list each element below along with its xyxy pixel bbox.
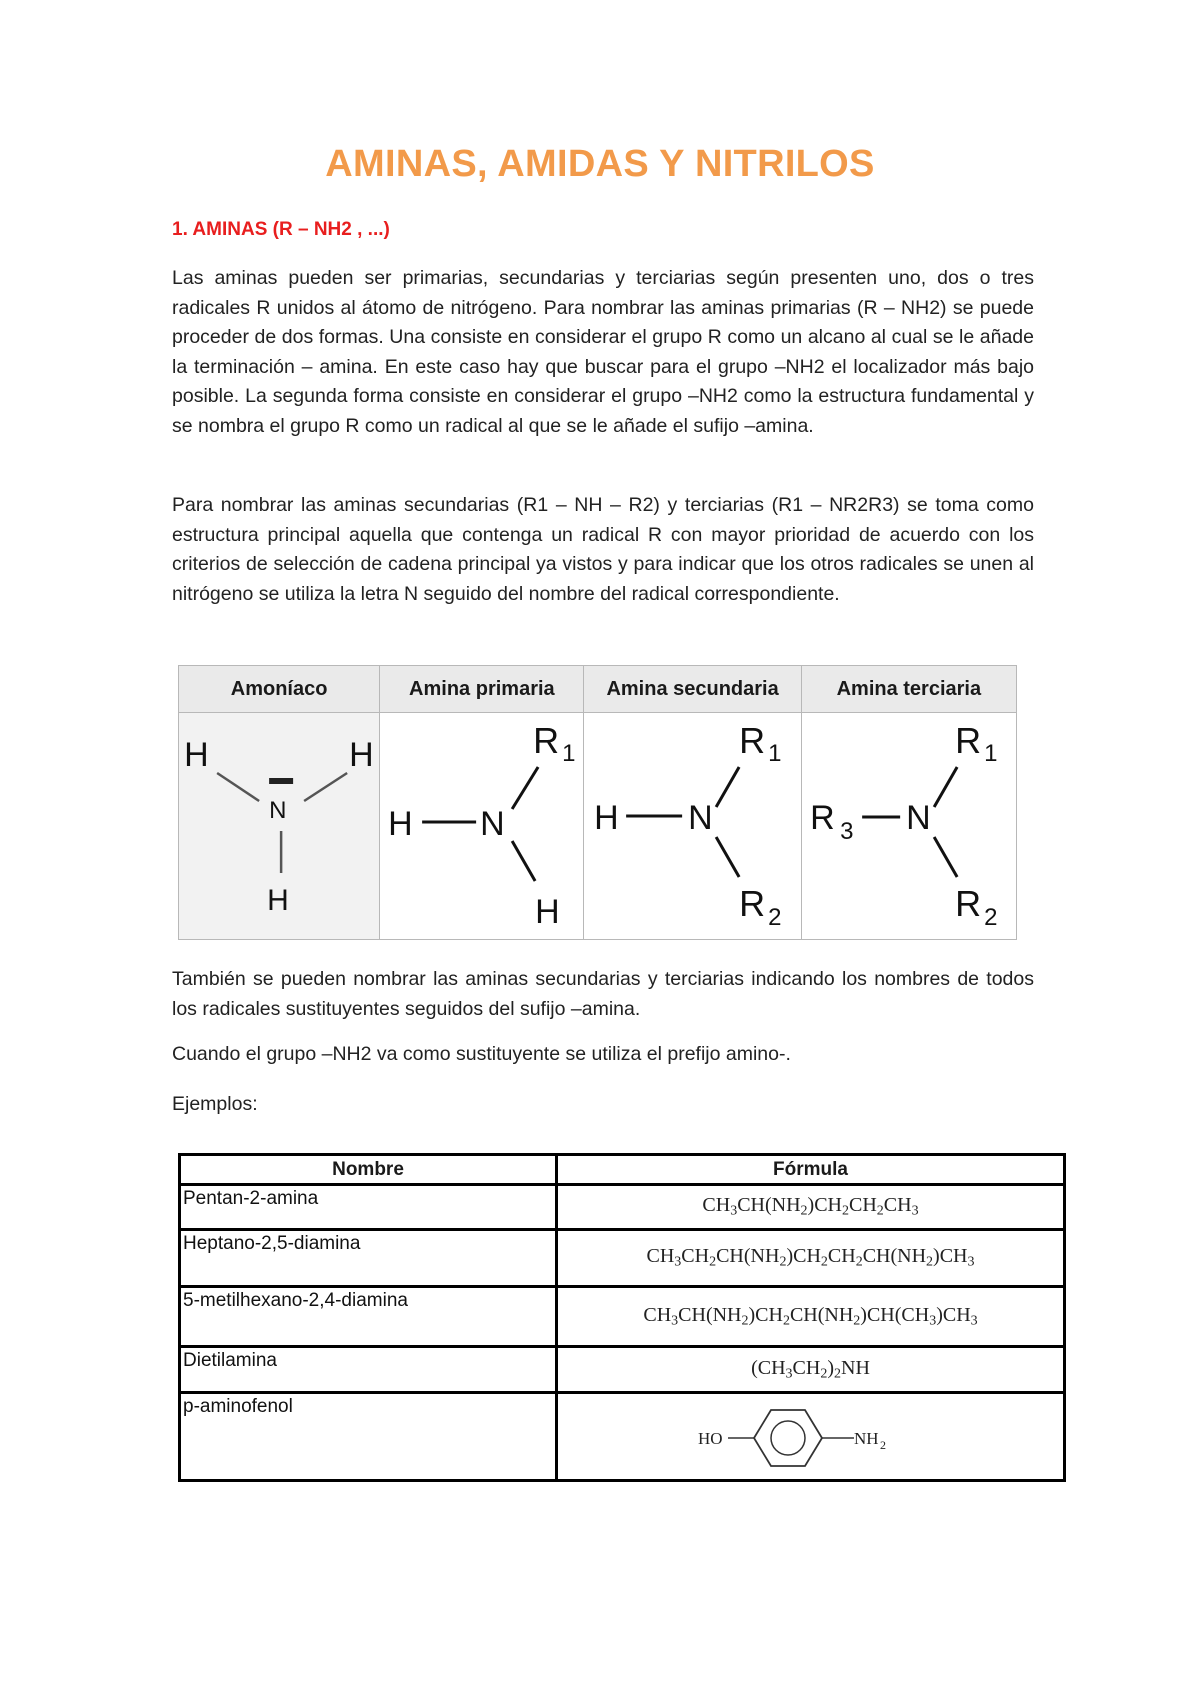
tertiary-bond-r1 [934, 767, 957, 807]
primary-r1-subscript: 1 [562, 740, 576, 767]
ammonia-h-left: H [184, 736, 209, 774]
section-heading-aminas: 1. AMINAS (R – NH2 , ...) [172, 219, 390, 240]
tertiary-r3-subscript: 3 [839, 818, 854, 845]
table-row [180, 1393, 1065, 1481]
primary-h-bottom: H [535, 893, 560, 931]
example-formula-p-aminofenol [557, 1393, 1065, 1481]
p-aminofenol-nh-subscript: 2 [879, 1437, 886, 1452]
example-formula-heptano-diamina: $CH_3CH_2CH(NH_2)CH_2CH_2CH(NH_2)CH_3$ [557, 1230, 1065, 1287]
tertiary-r1-subscript: 1 [983, 740, 998, 767]
header-amina-secundaria: Amina secundaria [584, 666, 801, 713]
tertiary-bond-r2 [934, 837, 957, 877]
p-aminofenol-nh: NH [853, 1428, 879, 1448]
example-name: p-aminofenol [180, 1393, 557, 1481]
tertiary-r3: R [809, 799, 835, 837]
example-name: Pentan-2-amina [180, 1185, 557, 1230]
tertiary-amine-structure [802, 713, 1016, 939]
example-name: Heptano-2,5-diamina [180, 1230, 557, 1287]
primary-n: N [480, 805, 505, 843]
secondary-r1: R [739, 720, 766, 761]
examples-header-row [180, 1155, 1065, 1185]
example-formula-pentan-2-amina: $CH_3CH(NH_2)CH_2CH_2CH_3$ [557, 1185, 1065, 1230]
example-formula-dietilamina: $(CH_3CH_2)_2NH$ [557, 1347, 1065, 1393]
ammonia-n: N [269, 797, 287, 824]
table-row [180, 1230, 1065, 1287]
example-formula-metilhexano-diamina: $CH_3CH(NH_2)CH_2CH(NH_2)CH(CH_3)CH_3$ [557, 1287, 1065, 1347]
header-amoniaco: Amoníaco [179, 666, 380, 713]
secondary-bond-r2 [717, 837, 740, 877]
table-row [180, 1347, 1065, 1393]
cell-amoniaco [179, 713, 380, 940]
header-formula: Fórmula [557, 1155, 1065, 1185]
cell-amina-terciaria [801, 713, 1016, 940]
ammonia-structure [179, 713, 379, 939]
cell-amina-primaria [380, 713, 584, 940]
amine-structures-table [178, 665, 1017, 940]
p-aminofenol-ho: HO [697, 1428, 723, 1448]
examples-table [178, 1153, 1066, 1482]
primary-bond-h-bottom [512, 841, 535, 881]
ammonia-h-right: H [349, 736, 374, 774]
example-name: Dietilamina [180, 1347, 557, 1393]
secondary-bond-r1 [717, 767, 740, 807]
table-row [180, 1185, 1065, 1230]
cell-amina-secundaria [584, 713, 801, 940]
tertiary-r2: R [954, 883, 981, 924]
secondary-h-left: H [594, 799, 620, 837]
secondary-r2-subscript: 2 [768, 904, 782, 931]
benzene-aromatic-circle [771, 1421, 805, 1455]
header-nombre: Nombre [180, 1155, 557, 1185]
p-aminofenol-structure [696, 1402, 926, 1472]
secondary-amine-structure [584, 713, 800, 939]
secondary-n: N [688, 799, 714, 837]
primary-bond-r1 [512, 767, 538, 809]
tertiary-r1: R [954, 720, 981, 761]
paragraph-aminas-intro: Las aminas pueden ser primarias, secundarias y terciarias según presenten uno, dos o tres radicales R unidos al átomo de nitrógeno. Para nombrar las aminas primarias (R – NH2) se puede proceder de dos formas. Una consiste en considerar el grupo R como un alcano al cual se le añade la terminación – amina. En este caso hay que buscar para el grupo –NH2 el localizador más bajo posible. La segunda forma consiste en considerar el grupo –NH2 como la estructura fundamental y se nombra el grupo R como un radical al que se le añade el sufijo –amina. [172, 267, 1034, 437]
ammonia-bond-left [217, 773, 259, 801]
table-row [180, 1287, 1065, 1347]
paragraph-aminas-secundarias: Para nombrar las aminas secundarias (R1 – NH – R2) y terciarias (R1 – NR2R3) se toma como estructura principal aquella que contenga un radical R con mayor prioridad de acuerdo con los criterios de selección de cadena principal ya vistos y para indicar que los otros radicales se unen al nitrógeno se utiliza la letra N seguido del nombre del radical correspondiente. [172, 494, 1034, 605]
tertiary-n: N [905, 799, 931, 837]
primary-amine-structure [380, 713, 583, 939]
ammonia-h-bottom: H [267, 884, 289, 917]
header-amina-primaria: Amina primaria [380, 666, 584, 713]
ammonia-bond-right [304, 773, 347, 801]
amine-table-header-row [179, 666, 1017, 713]
primary-h-left: H [388, 805, 413, 843]
tertiary-r2-subscript: 2 [983, 904, 998, 931]
header-amina-terciaria: Amina terciaria [801, 666, 1016, 713]
page-title: AMINAS, AMIDAS Y NITRILOS [325, 143, 875, 185]
paragraph-prefijo-amino: Cuando el grupo –NH2 va como sustituyente se utiliza el prefijo amino-. [172, 1043, 791, 1065]
benzene-ring [754, 1410, 822, 1466]
primary-r1: R [533, 720, 560, 761]
paragraph-nombres-radicales: También se pueden nombrar las aminas secundarias y terciarias indicando los nombres de todos los radicales sustituyentes seguidos del sufijo –amina. [172, 968, 1034, 1020]
example-name: 5-metilhexano-2,4-diamina [180, 1287, 557, 1347]
amine-table-structure-row [179, 713, 1017, 940]
secondary-r1-subscript: 1 [768, 740, 782, 767]
secondary-r2: R [739, 883, 766, 924]
paragraph-ejemplos: Ejemplos: [172, 1093, 258, 1115]
